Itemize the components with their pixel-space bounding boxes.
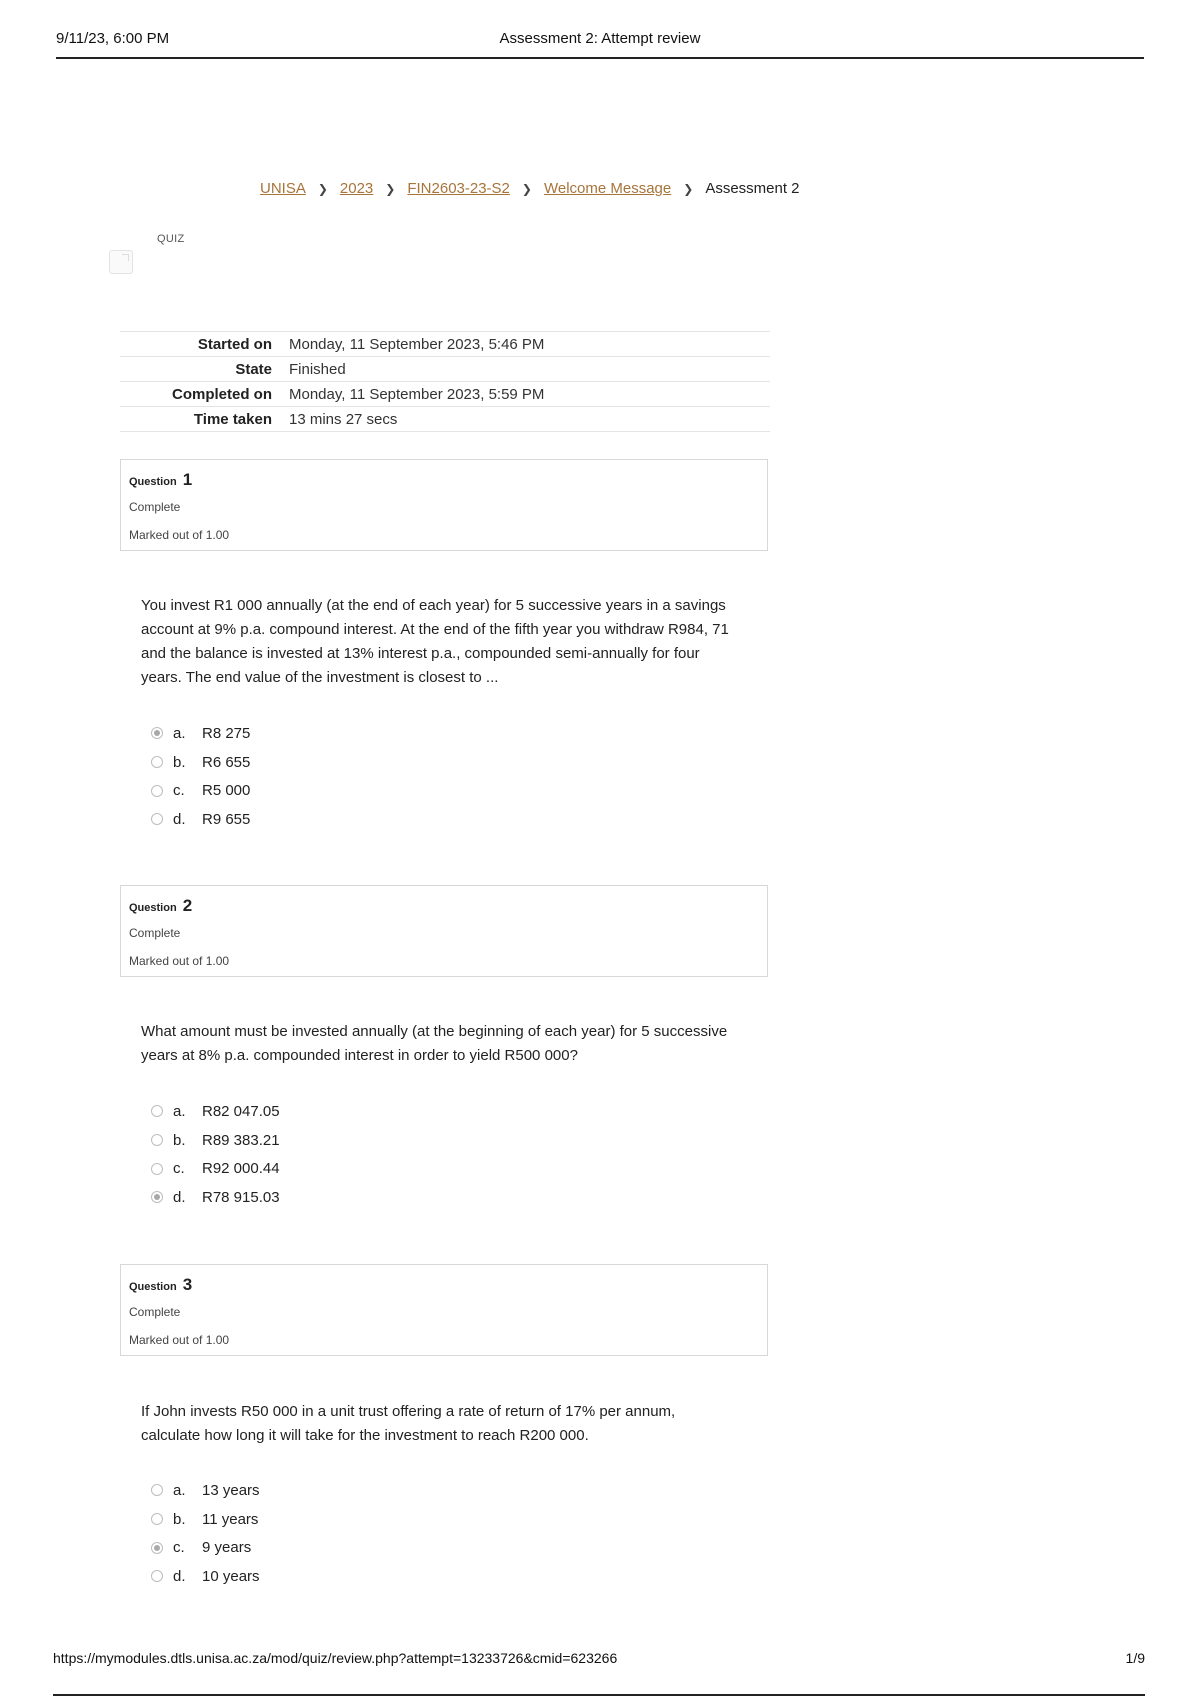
answer-option[interactable]: [151, 1126, 280, 1155]
radio-button[interactable]: [151, 1570, 163, 1582]
option-text: R9 655: [202, 810, 251, 828]
option-letter: d.: [173, 810, 186, 828]
page-number: 1/9: [1125, 1650, 1145, 1666]
breadcrumb-link-section[interactable]: Welcome Message: [543, 180, 672, 197]
summary-label: Started on: [197, 336, 272, 353]
answer-option[interactable]: [151, 1533, 260, 1562]
footer-divider: [53, 1694, 1145, 1696]
question-grade: Marked out of 1.00: [129, 1333, 230, 1347]
chevron-right-icon: ❯: [317, 181, 328, 196]
option-text: 11 years: [202, 1510, 259, 1528]
answer-option[interactable]: [151, 1562, 260, 1591]
option-text: R82 047.05: [202, 1102, 280, 1120]
breadcrumb-link-year[interactable]: 2023: [339, 180, 374, 197]
option-text: 9 years: [202, 1539, 252, 1557]
question-state: Complete: [129, 926, 181, 940]
answer-options: [151, 719, 250, 834]
question-text: If John invests R50 000 in a unit trust offering a rate of return of 17% per annum, calculate how long it will take for the investment to reach R200 000.: [141, 1403, 676, 1444]
radio-button-selected[interactable]: [151, 1542, 163, 1554]
question-info-box: [120, 885, 768, 977]
option-text: 13 years: [202, 1481, 260, 1499]
chevron-right-icon: ❯: [683, 181, 694, 196]
radio-button[interactable]: [151, 1105, 163, 1117]
page-url: https://mymodules.dtls.unisa.ac.za/mod/quiz/review.php?attempt=13233726&cmid=623266: [53, 1650, 618, 1666]
question-number-value: 1: [182, 470, 193, 489]
option-letter: b.: [173, 753, 186, 771]
option-letter: c.: [173, 1539, 185, 1557]
question-state: Complete: [129, 500, 181, 514]
summary-label: State: [235, 361, 272, 378]
summary-value: Monday, 11 September 2023, 5:46 PM: [289, 336, 545, 353]
breadcrumb-link-unisa[interactable]: UNISA: [260, 180, 306, 197]
option-letter: c.: [173, 782, 185, 800]
option-text: R89 383.21: [202, 1131, 280, 1149]
header-divider: [56, 57, 1144, 59]
option-text: R5 000: [202, 782, 251, 800]
summary-value: Finished: [289, 361, 346, 378]
answer-option[interactable]: [151, 719, 250, 748]
answer-options: [151, 1476, 260, 1591]
answer-option[interactable]: [151, 1097, 280, 1126]
question-info-box: [120, 1264, 768, 1356]
chevron-right-icon: ❯: [385, 181, 396, 196]
summary-row: [120, 407, 770, 432]
radio-button[interactable]: [151, 1134, 163, 1146]
summary-value: 13 mins 27 secs: [289, 411, 398, 428]
chevron-right-icon: ❯: [521, 181, 532, 196]
summary-value: Monday, 11 September 2023, 5:59 PM: [289, 386, 545, 403]
option-letter: a.: [173, 1481, 186, 1499]
answer-option[interactable]: [151, 1154, 280, 1183]
radio-button-selected[interactable]: [151, 727, 163, 739]
answer-options: [151, 1097, 280, 1212]
radio-button[interactable]: [151, 785, 163, 797]
breadcrumb-current: Assessment 2: [705, 180, 800, 197]
answer-option[interactable]: [151, 1476, 260, 1505]
radio-button-selected[interactable]: [151, 1191, 163, 1203]
option-letter: a.: [173, 724, 186, 742]
question-grade: Marked out of 1.00: [129, 528, 230, 542]
question-grade: Marked out of 1.00: [129, 954, 230, 968]
option-letter: d.: [173, 1567, 186, 1585]
answer-option[interactable]: [151, 805, 250, 834]
summary-row: [120, 332, 770, 357]
option-text: R6 655: [202, 753, 251, 771]
answer-option[interactable]: [151, 1505, 260, 1534]
breadcrumb: [260, 180, 800, 197]
summary-label: Time taken: [193, 411, 272, 428]
option-letter: c.: [173, 1160, 185, 1178]
print-page-title: Assessment 2: Attempt review: [499, 30, 701, 47]
radio-button[interactable]: [151, 813, 163, 825]
option-text: R78 915.03: [202, 1188, 280, 1206]
question-number-label: Question: [129, 476, 177, 488]
radio-button[interactable]: [151, 756, 163, 768]
print-datetime: 9/11/23, 6:00 PM: [56, 30, 170, 47]
option-letter: a.: [173, 1102, 186, 1120]
question-text: You invest R1 000 annually (at the end of each year) for 5 successive years in a savings account at 9% p.a. compound interest. At the end of the fifth year you withdraw R984, 71 and the balance is invested at 13% interest p.a., compounded semi-annually for four years. The end value of the investment is closest to ...: [141, 597, 729, 686]
summary-label: Completed on: [172, 386, 272, 403]
answer-option[interactable]: [151, 748, 250, 777]
activity-type-label: QUIZ: [157, 233, 185, 245]
radio-button[interactable]: [151, 1513, 163, 1525]
summary-row: [120, 357, 770, 382]
question-number-label: Question: [129, 902, 177, 914]
question-number: [129, 470, 192, 490]
quiz-icon: [109, 250, 133, 274]
radio-button[interactable]: [151, 1163, 163, 1175]
attempt-summary-table: [120, 331, 770, 432]
question-info-box: [120, 459, 768, 551]
answer-option[interactable]: [151, 1183, 280, 1212]
question-number: [129, 1275, 192, 1295]
question-number-value: 2: [182, 896, 193, 915]
radio-button[interactable]: [151, 1484, 163, 1496]
answer-option[interactable]: [151, 776, 250, 805]
option-letter: b.: [173, 1131, 186, 1149]
option-text: 10 years: [202, 1567, 260, 1585]
option-text: R8 275: [202, 724, 251, 742]
question-number-label: Question: [129, 1281, 177, 1293]
question-number: [129, 896, 192, 916]
option-text: R92 000.44: [202, 1160, 280, 1178]
option-letter: d.: [173, 1188, 186, 1206]
option-letter: b.: [173, 1510, 186, 1528]
question-text: What amount must be invested annually (at the beginning of each year) for 5 successive years at 8% p.a. compounded interest in order to yield R500 000?: [141, 1023, 728, 1064]
breadcrumb-link-course[interactable]: FIN2603-23-S2: [407, 180, 510, 197]
summary-row: [120, 382, 770, 407]
question-state: Complete: [129, 1305, 181, 1319]
question-number-value: 3: [182, 1275, 193, 1294]
